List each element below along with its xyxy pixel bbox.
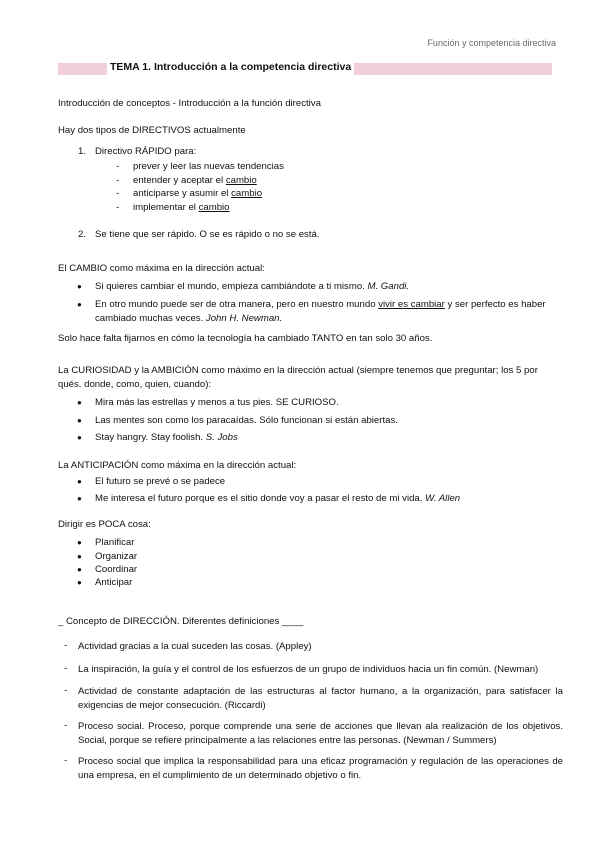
bullet-item: Me interesa el futuro porque es el sitio donde voy a pasar el resto de mi vida. W. Allen xyxy=(95,493,461,504)
definition-item: Actividad gracias a la cual suceden las cosas. (Appley) xyxy=(78,641,312,652)
bullet-item: Stay hangry. Stay foolish. S. Jobs xyxy=(95,432,238,443)
dash-marker: - xyxy=(116,161,120,172)
sub-item: anticiparse y asumir el cambio xyxy=(133,188,263,199)
running-header: Función y competencia directiva xyxy=(427,38,556,48)
list-item-label: Directivo RÁPIDO para: xyxy=(95,146,197,157)
cambio-heading: El CAMBIO como máxima en la dirección actual: xyxy=(58,263,265,274)
definition-item: Proceso social. Proceso, porque comprende una serie de acciones que llevan ala realización de los objetivos. Social, porque se refiere principalmente a las relaciones entre las personas. (Newman / Summers) xyxy=(78,721,563,746)
sub-item: entender y aceptar el cambio xyxy=(133,175,257,186)
dash-marker: - xyxy=(64,663,68,674)
bullet-marker: ● xyxy=(77,477,82,486)
anticipacion-heading: La ANTICIPACIÓN como máxima en la dirección actual: xyxy=(58,460,297,471)
dash-marker: - xyxy=(116,202,120,213)
curiosidad-heading: La CURIOSIDAD y la AMBICIÓN como máximo en la dirección actual (siempre tenemos que preguntar; los 5 por qués. donde, como, quien, cuando): xyxy=(58,365,538,390)
tipos-heading: Hay dos tipos de DIRECTIVOS actualmente xyxy=(58,125,246,136)
definition-item: Actividad de constante adaptación de las estructuras al factor humano, a la organización, para satisfacer la exigencias de mejor consecución. (Riccardi) xyxy=(78,686,563,711)
bullet-item: Coordinar xyxy=(95,564,138,575)
bullet-item: Las mentes son como los paracaídas. Sólo funcionan si están abiertas. xyxy=(95,415,398,426)
dash-marker: - xyxy=(116,175,120,186)
list-item-label: Se tiene que ser rápido. O se es rápido o no se está. xyxy=(95,229,320,240)
bullet-item: En otro mundo puede ser de otra manera, pero en nuestro mundo vivir es cambiar y ser perfecto es haber cambiado muchas veces. John H. Newman. xyxy=(95,299,546,324)
intro-heading: Introducción de conceptos - Introducción a la función directiva xyxy=(58,98,321,109)
bullet-marker: ● xyxy=(77,300,82,309)
list-number: 2. xyxy=(78,229,87,240)
bullet-marker: ● xyxy=(77,578,82,587)
bullet-item: Anticipar xyxy=(95,577,133,588)
bullet-item: El futuro se prevé o se padece xyxy=(95,476,226,487)
bullet-marker: ● xyxy=(77,538,82,547)
dirigir-heading: Dirigir es POCA cosa: xyxy=(58,519,151,530)
bullet-marker: ● xyxy=(77,282,82,291)
bullet-marker: ● xyxy=(77,565,82,574)
bullet-marker: ● xyxy=(77,494,82,503)
dash-marker: - xyxy=(116,188,120,199)
dash-marker: - xyxy=(64,640,68,651)
concepto-heading: _ Concepto de DIRECCIÓN. Diferentes definiciones ____ xyxy=(58,616,304,627)
page-title: TEMA 1. Introducción a la competencia directiva xyxy=(107,61,354,75)
bullet-item: Organizar xyxy=(95,551,138,562)
definition-item: La inspiración, la guía y el control de los esfuerzos de un grupo de individuos hacia un fin común. (Newman) xyxy=(78,664,539,675)
bullet-item: Planificar xyxy=(95,537,135,548)
bullet-marker: ● xyxy=(77,398,82,407)
list-number: 1. xyxy=(78,146,87,157)
dash-marker: - xyxy=(64,755,68,766)
bullet-item: Mira más las estrellas y menos a tus pies. SE CURIOSO. xyxy=(95,397,339,408)
bullet-marker: ● xyxy=(77,552,82,561)
sub-item: prever y leer las nuevas tendencias xyxy=(133,161,284,172)
bullet-marker: ● xyxy=(77,416,82,425)
definition-item: Proceso social que implica la responsabilidad para una eficaz programación y regulación de las operaciones de una empresa, en el cumplimiento de un determinado objetivo o fin. xyxy=(78,756,563,781)
bullet-marker: ● xyxy=(77,433,82,442)
bullet-item: Si quieres cambiar el mundo, empieza cambiándote a ti mismo. M. Gandi. xyxy=(95,281,410,292)
cambio-note: Solo hace falta fijarnos en cómo la tecnología ha cambiado TANTO en tan solo 30 años. xyxy=(58,333,433,344)
dash-marker: - xyxy=(64,685,68,696)
sub-item: implementar el cambio xyxy=(133,202,230,213)
dash-marker: - xyxy=(64,720,68,731)
